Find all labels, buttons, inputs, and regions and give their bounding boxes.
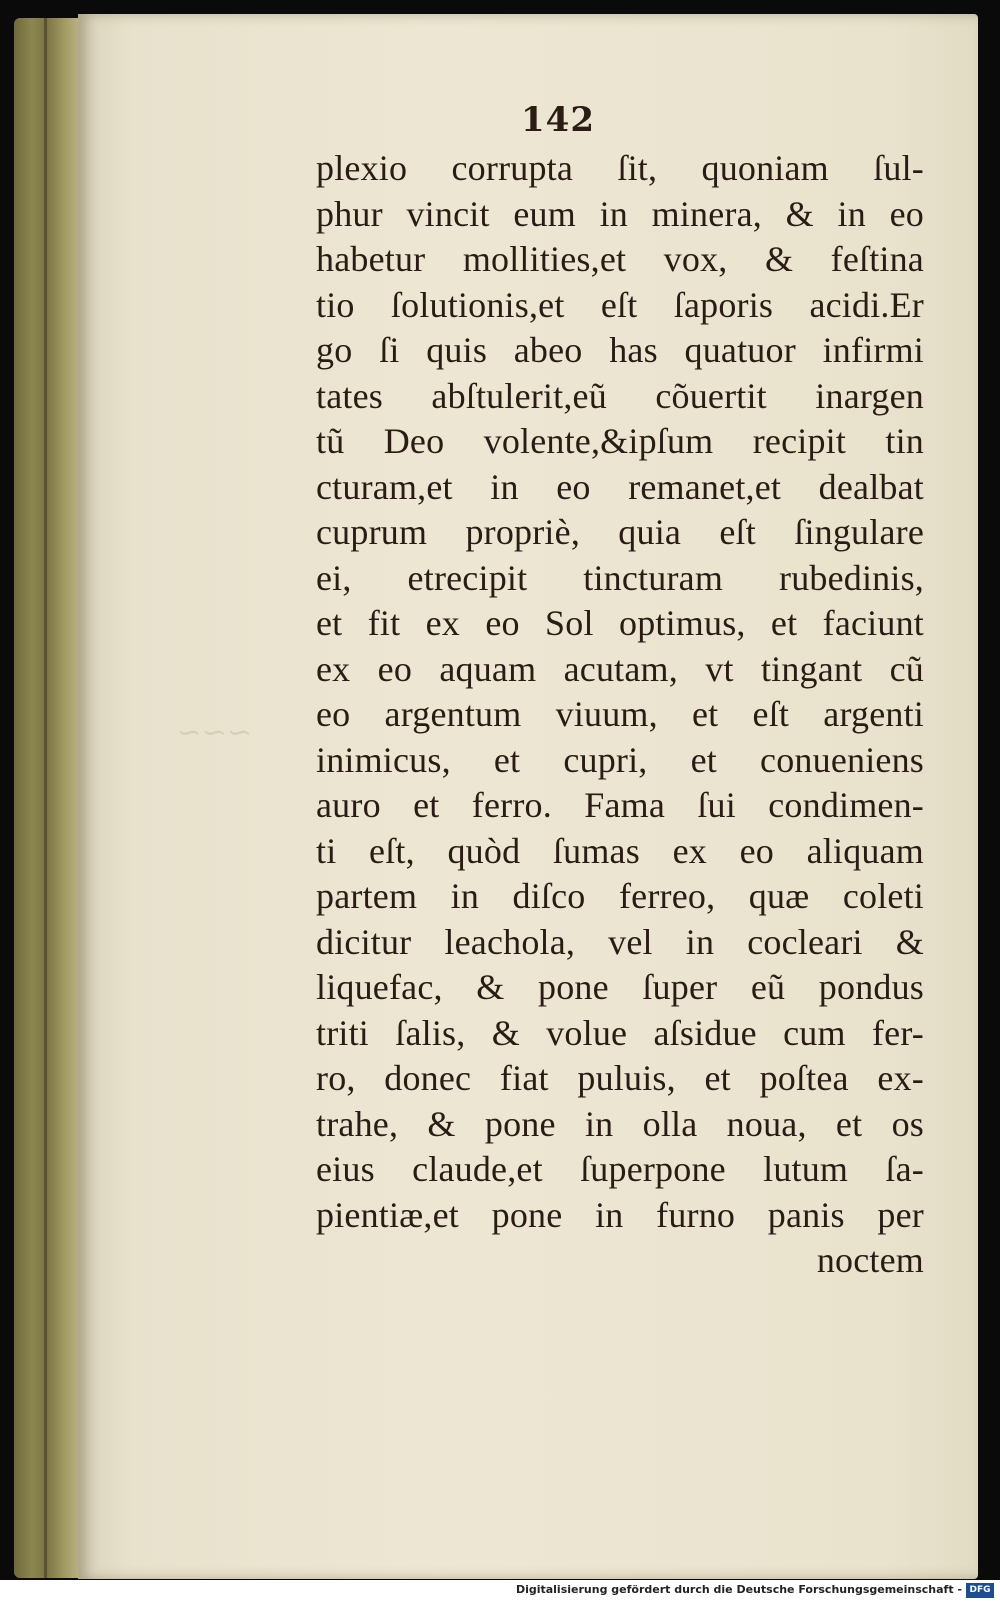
text-line: inimicus, et cupri, et conueniens [316,739,924,780]
text-line: triti ſalis, & volue aſsidue cum fer- [316,1012,924,1053]
page-number: 142 [521,100,595,140]
text-line: ti eſt, quòd ſumas ex eo aliquam [316,830,924,871]
text-line: tates abſtulerit,eũ cõuertit inargen [316,375,924,416]
show-through-ink: ~~~ [176,715,252,750]
book-edge [14,18,86,1578]
text-line: eo argentum viuum, et eſt argenti [316,694,924,734]
text-line: eius claude,et ſuperpone lutum ſa- [316,1149,924,1189]
text-line: phur vincit eum in minera, & in eo [316,193,924,234]
text-line: habetur mollities,et vox, & feſtina [316,239,924,279]
text-line: tio ſolutionis,et eſt ſaporis acidi.Er [316,284,924,325]
text-line: cuprum propriè, quia eſt ſingulare [316,512,924,552]
text-line: ei, etrecipit tincturam rubedinis, [316,557,924,598]
text-line: dicitur leachola, vel in cocleari & [316,921,924,962]
footer-bar [0,1580,1000,1602]
text-line: liquefac, & pone ſuper eũ pondus [316,967,924,1007]
text-line: trahe, & pone in olla noua, et os [316,1103,924,1144]
text-line: cturam,et in eo remanet,et dealbat [316,466,924,507]
body-text [316,146,924,1284]
text-line: ex eo aquam acutam, vt tingant cũ [316,648,924,689]
text-line: go ſi quis abeo has quatuor infirmi [316,330,924,370]
text-line: et fit ex eo Sol optimus, et faciunt [316,603,924,643]
funding-credit: Digitalisierung gefördert durch die Deutsche Forschungsgemeinschaft - [515,1583,962,1596]
text-line: partem in diſco ferreo, quæ coleti [316,876,924,916]
text-line: ro, donec fiat puluis, et poſtea ex- [316,1058,924,1098]
text-line: pientiæ,et pone in furno panis per [316,1194,924,1235]
text-line: tũ Deo volente,&ipſum recipit tin [316,421,924,461]
text-line: noctem [816,1240,924,1280]
text-line: plexio corrupta ſit, quoniam ſul- [316,148,924,188]
dfg-logo: DFG [966,1583,994,1598]
text-line: auro et ferro. Fama ſui condimen- [316,785,924,825]
